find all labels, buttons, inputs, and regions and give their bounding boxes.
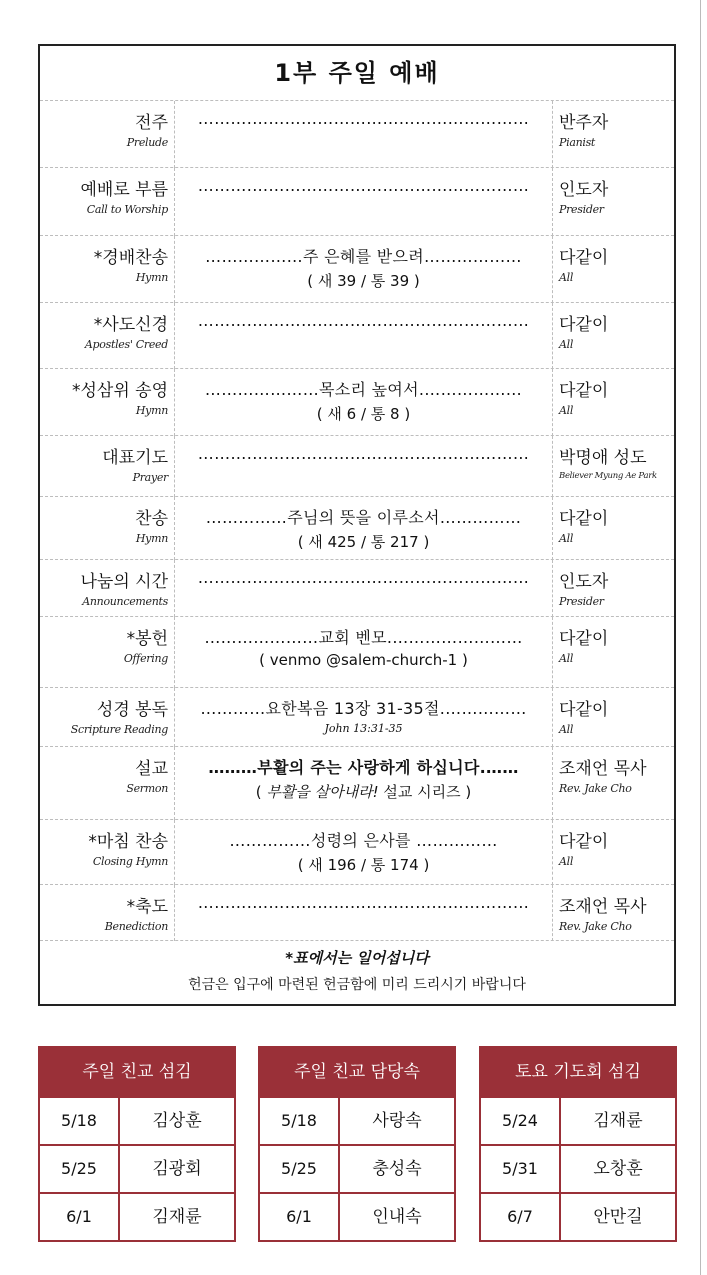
leader-cell bbox=[553, 747, 674, 820]
name-cell: 사랑속 bbox=[372, 1111, 422, 1131]
order-row bbox=[40, 687, 674, 747]
name-cell: 김재륜 bbox=[152, 1207, 202, 1227]
table-row bbox=[260, 1144, 454, 1192]
order-row bbox=[40, 884, 674, 941]
date-cell: 5/25 bbox=[260, 1146, 340, 1192]
name-cell: 김상훈 bbox=[152, 1111, 202, 1131]
leader-en: All bbox=[559, 532, 574, 545]
leader-ko: 다같이 bbox=[559, 381, 609, 401]
detail-rest: 설교 시리즈 ) bbox=[378, 783, 472, 801]
date-cell: 5/31 bbox=[481, 1146, 561, 1192]
leader-en: Pianist bbox=[559, 136, 596, 149]
item-name-cell bbox=[40, 885, 175, 941]
leader-ko: 다같이 bbox=[559, 509, 609, 529]
item-detail: ( 새 39 / 통 39 ) bbox=[307, 272, 420, 290]
order-row bbox=[40, 496, 674, 560]
date-cell: 5/18 bbox=[40, 1098, 120, 1144]
item-content: ……………성령의 은사를 …………… bbox=[229, 831, 498, 850]
leader-en: All bbox=[559, 723, 574, 736]
item-name-cell bbox=[40, 168, 175, 236]
date-cell: 6/7 bbox=[481, 1194, 561, 1240]
item-content: ……….…………………………………………… bbox=[197, 176, 530, 195]
item-name-cell bbox=[40, 560, 175, 617]
item-name-cell bbox=[40, 303, 175, 369]
leader-cell bbox=[553, 101, 674, 168]
detail-open: ( bbox=[255, 783, 267, 801]
item-name-en: Closing Hymn bbox=[92, 855, 168, 868]
item-name-en: Announcements bbox=[82, 595, 168, 608]
leader-en: Rev. Jake Cho bbox=[559, 920, 632, 933]
leader-cell bbox=[553, 436, 674, 497]
item-name-en: Offering bbox=[123, 652, 168, 665]
offering-note: 헌금은 입구에 마련된 헌금함에 미리 드리시기 바랍니다 bbox=[188, 977, 526, 993]
item-name-en: Scripture Reading bbox=[70, 723, 168, 736]
item-content: ……….…………………………………………… bbox=[197, 893, 530, 912]
name-cell: 인내속 bbox=[372, 1207, 422, 1227]
item-name-cell bbox=[40, 747, 175, 820]
order-row bbox=[40, 235, 674, 303]
name-cell: 충성속 bbox=[372, 1159, 422, 1179]
item-content: ……………주님의 뜻을 이루소서…………… bbox=[205, 508, 522, 527]
leader-en: All bbox=[559, 404, 574, 417]
stand-note: *표에서는 일어섭니다 bbox=[285, 949, 429, 967]
order-row bbox=[40, 819, 674, 885]
item-name-ko: 예배로 부름 bbox=[80, 180, 168, 200]
item-name-en: Hymn bbox=[135, 271, 168, 284]
table-saturday-prayer bbox=[479, 1046, 677, 1242]
leader-cell bbox=[553, 369, 674, 436]
leader-ko: 반주자 bbox=[559, 113, 609, 133]
leader-ko: 박명애 성도 bbox=[559, 448, 647, 468]
leader-ko: 다같이 bbox=[559, 248, 609, 268]
item-content-cell bbox=[175, 560, 553, 617]
table-row bbox=[260, 1192, 454, 1240]
item-name-cell bbox=[40, 369, 175, 436]
leader-en: All bbox=[559, 338, 574, 351]
item-content-cell bbox=[175, 617, 553, 688]
order-row bbox=[40, 435, 674, 497]
item-name-ko: *축도 bbox=[126, 897, 168, 917]
table-fellowship-group bbox=[258, 1046, 456, 1242]
item-content-cell bbox=[175, 101, 553, 168]
item-name-en: Call to Worship bbox=[86, 203, 168, 216]
leader-cell bbox=[553, 236, 674, 303]
item-name-ko: *성삼위 송영 bbox=[71, 381, 168, 401]
item-name-cell bbox=[40, 436, 175, 497]
order-row bbox=[40, 100, 674, 168]
leader-en: Presider bbox=[559, 595, 604, 608]
order-row bbox=[40, 559, 674, 617]
leader-en: All bbox=[559, 855, 574, 868]
item-detail: ( 새 6 / 통 8 ) bbox=[316, 405, 411, 423]
item-detail: John 13:31-35 bbox=[324, 722, 403, 735]
leader-ko: 인도자 bbox=[559, 180, 609, 200]
leader-cell bbox=[553, 820, 674, 885]
item-name-en: Hymn bbox=[135, 404, 168, 417]
table-row bbox=[40, 1192, 234, 1240]
leader-en: All bbox=[559, 652, 574, 665]
item-content: ………부활의 주는 사랑하게 하십니다.…… bbox=[208, 758, 519, 777]
table-title: 주일 친교 섬김 bbox=[40, 1048, 234, 1096]
item-name-en: Prelude bbox=[126, 136, 168, 149]
leader-ko: 조재언 목사 bbox=[559, 759, 647, 779]
item-name-ko: 대표기도 bbox=[102, 448, 168, 468]
date-cell: 5/18 bbox=[260, 1098, 340, 1144]
name-cell: 김광회 bbox=[152, 1159, 202, 1179]
date-cell: 6/1 bbox=[260, 1194, 340, 1240]
item-content: ………………주 은혜를 받으려……………… bbox=[205, 247, 522, 266]
order-row bbox=[40, 167, 674, 236]
item-name-ko: *사도신경 bbox=[93, 315, 168, 335]
order-row bbox=[40, 368, 674, 436]
leader-en: Rev. Jake Cho bbox=[559, 782, 632, 795]
leader-cell bbox=[553, 688, 674, 747]
name-cell: 안만길 bbox=[593, 1207, 643, 1227]
leader-cell bbox=[553, 885, 674, 941]
item-name-en: Benediction bbox=[104, 920, 168, 933]
item-name-ko: 찬송 bbox=[135, 509, 168, 529]
item-content: …………………목소리 높여서.……………… bbox=[204, 380, 523, 399]
leader-ko: 다같이 bbox=[559, 700, 609, 720]
leader-cell bbox=[553, 497, 674, 560]
item-content: …………………교회 벤모.…………………… bbox=[204, 628, 523, 647]
series-title: 부활을 살아내라! bbox=[266, 783, 379, 801]
order-row bbox=[40, 302, 674, 369]
table-row bbox=[481, 1144, 675, 1192]
leader-cell bbox=[553, 168, 674, 236]
leader-ko: 다같이 bbox=[559, 315, 609, 335]
item-detail: ( 새 425 / 통 217 ) bbox=[297, 533, 430, 551]
item-name-en: Apostles' Creed bbox=[84, 338, 168, 351]
item-content-cell bbox=[175, 236, 553, 303]
item-content: ……….…………………………………………… bbox=[197, 444, 530, 463]
item-name-ko: *봉헌 bbox=[126, 629, 168, 649]
page-edge-line bbox=[700, 0, 701, 1275]
item-name-cell bbox=[40, 688, 175, 747]
leader-ko: 다같이 bbox=[559, 832, 609, 852]
item-name-en: Hymn bbox=[135, 532, 168, 545]
item-content-cell bbox=[175, 369, 553, 436]
date-cell: 5/25 bbox=[40, 1146, 120, 1192]
item-content-cell bbox=[175, 168, 553, 236]
item-detail: ( venmo @salem-church-1 ) bbox=[259, 651, 468, 669]
item-name-ko: 설교 bbox=[135, 759, 168, 779]
item-content-cell bbox=[175, 436, 553, 497]
item-name-cell bbox=[40, 236, 175, 303]
item-name-cell bbox=[40, 820, 175, 885]
item-content: ……….…………………………………………… bbox=[197, 311, 530, 330]
name-cell: 김재륜 bbox=[593, 1111, 643, 1131]
item-content-cell bbox=[175, 747, 553, 820]
leader-en: Presider bbox=[559, 203, 604, 216]
table-title: 주일 친교 담당속 bbox=[260, 1048, 454, 1096]
table-row bbox=[481, 1096, 675, 1144]
date-cell: 6/1 bbox=[40, 1194, 120, 1240]
service-order-frame bbox=[38, 44, 676, 1006]
item-name-en: Prayer bbox=[132, 471, 168, 484]
item-name-ko: 전주 bbox=[135, 113, 168, 133]
item-name-ko: 나눔의 시간 bbox=[80, 572, 168, 592]
item-name-en: Sermon bbox=[126, 782, 168, 795]
item-content-cell bbox=[175, 885, 553, 941]
item-content-cell bbox=[175, 497, 553, 560]
table-row bbox=[40, 1096, 234, 1144]
item-name-cell bbox=[40, 497, 175, 560]
item-name-ko: 성경 봉독 bbox=[96, 700, 168, 720]
item-content: ……….…………………………………………… bbox=[197, 568, 530, 587]
table-row bbox=[481, 1192, 675, 1240]
item-content: ……….…………………………………………… bbox=[197, 109, 530, 128]
leader-ko: 인도자 bbox=[559, 572, 609, 592]
leader-en: Believer Myung Ae Park bbox=[559, 471, 657, 481]
table-title: 토요 기도회 섬김 bbox=[481, 1048, 675, 1096]
leader-cell bbox=[553, 617, 674, 688]
table-fellowship-service bbox=[38, 1046, 236, 1242]
leader-cell bbox=[553, 303, 674, 369]
order-row bbox=[40, 746, 674, 820]
item-detail: ( 새 196 / 통 174 ) bbox=[297, 856, 430, 874]
page-title: 1부 주일 예배 bbox=[274, 59, 440, 87]
item-name-ko: *마침 찬송 bbox=[88, 832, 168, 852]
footer-note bbox=[40, 940, 674, 994]
leader-ko: 조재언 목사 bbox=[559, 897, 647, 917]
table-row bbox=[40, 1144, 234, 1192]
order-row bbox=[40, 616, 674, 688]
item-name-cell bbox=[40, 617, 175, 688]
item-name-cell bbox=[40, 101, 175, 168]
leader-cell bbox=[553, 560, 674, 617]
item-content-cell bbox=[175, 303, 553, 369]
item-name-ko: *경배찬송 bbox=[93, 248, 168, 268]
name-cell: 오창훈 bbox=[593, 1159, 643, 1179]
leader-en: All bbox=[559, 271, 574, 284]
item-detail bbox=[175, 781, 552, 802]
date-cell: 5/24 bbox=[481, 1098, 561, 1144]
table-row bbox=[260, 1096, 454, 1144]
item-content-cell bbox=[175, 820, 553, 885]
leader-ko: 다같이 bbox=[559, 629, 609, 649]
item-content-cell bbox=[175, 688, 553, 747]
item-content: …………요한복음 13장 31-35절.…………… bbox=[200, 699, 527, 718]
